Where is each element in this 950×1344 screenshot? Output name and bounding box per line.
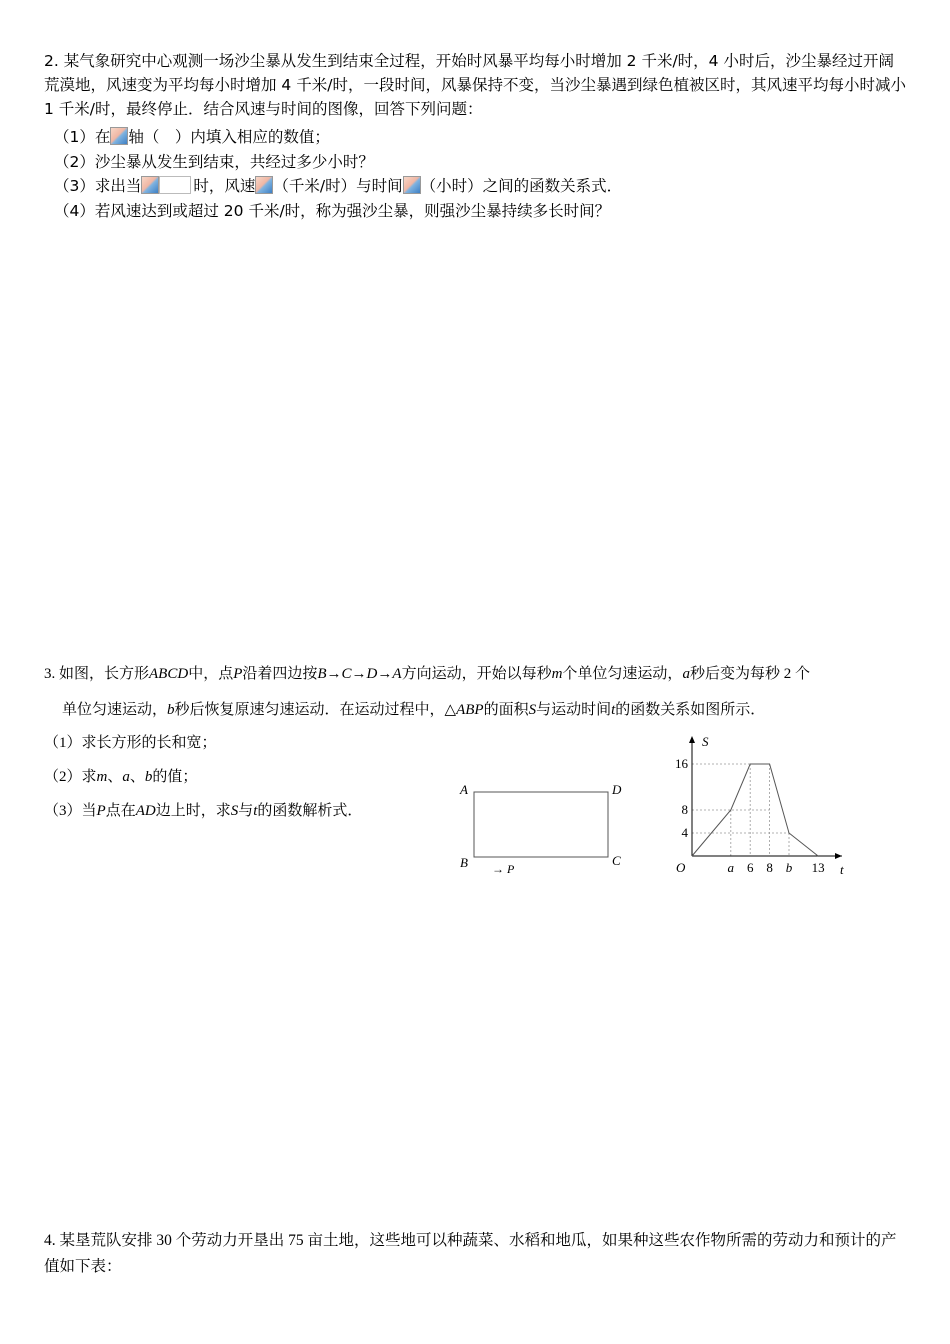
vertex-c-label: C	[612, 853, 621, 868]
s-t-graph	[662, 730, 862, 882]
sub3-text: 点在	[105, 803, 136, 819]
math-s: S	[230, 803, 239, 819]
vertex-a-label: A	[460, 782, 468, 797]
stem-text: 秒后变为每秒 2 个	[689, 666, 810, 682]
math-m: m	[551, 666, 563, 682]
question-number: 4.	[44, 1232, 56, 1249]
stem-text: 的函数关系如图所示．	[615, 702, 766, 718]
sub3-text-b: 时，风速	[193, 177, 256, 195]
question-3-stem	[44, 656, 914, 728]
sub2-text: （2）沙尘暴从发生到结束，共经过多少小时？	[54, 153, 374, 171]
stem-text: 单位匀速运动，	[62, 702, 168, 718]
question-number: 3.	[44, 666, 56, 682]
y-tick-label: 8	[681, 802, 688, 817]
q3-sub3	[44, 799, 362, 820]
stem-text: 的面积	[483, 702, 529, 718]
q2-sub2	[54, 150, 374, 174]
sub3-text: 边上时，求	[155, 803, 231, 819]
sub2-text: 的值；	[152, 769, 198, 785]
question-text: 某气象研究中心观测一场沙尘暴从发生到结束全过程，开始时风暴平均每小时增加 2 千米/时，4 小时后，沙尘暴经过开阔荒漠地，风速变为平均每小时增加 4 千米/时，一段时间，风暴保持不变，当沙尘暴遇到绿色植被区时，其风速平均每小时减小 1 千米/时，最终停止．结合风速与时间的图像，回答下列问题：	[44, 52, 906, 118]
rectangle-abcd	[474, 792, 608, 857]
q3-sub2	[44, 765, 197, 786]
math-m: m	[96, 769, 108, 785]
vertex-b-label: B	[460, 855, 468, 870]
stem-text: 沿着四边按	[242, 666, 318, 682]
stem-text: 中，点	[188, 666, 234, 682]
sub2-text: 、	[107, 769, 123, 785]
sub1-text: （1）求长方形的长和宽；	[44, 735, 217, 751]
math-ad: AD	[135, 803, 156, 819]
q2-sub1	[54, 125, 330, 149]
math-s: S	[528, 702, 537, 718]
sub4-text: （4）若风速达到或超过 20 千米/时，称为强沙尘暴，则强沙尘暴持续多长时间？	[54, 202, 611, 220]
math-abp: ABP	[456, 702, 484, 718]
sub1-text-a: （1）在	[54, 128, 111, 146]
sub1-text-b: 轴（ ）内填入相应的数值；	[128, 128, 330, 146]
x-axis-label: t	[840, 862, 844, 877]
math-p: P	[96, 803, 106, 819]
math-t: t	[611, 702, 616, 718]
math-p: P	[233, 666, 243, 682]
blank-placeholder	[159, 176, 191, 194]
y-axis-label: S	[702, 734, 709, 749]
stem-text: 秒后恢复原速匀速运动．在运动过程中，△	[174, 702, 457, 718]
y-tick-label: 4	[681, 825, 688, 840]
question-2-stem	[44, 49, 909, 121]
y-axis-arrow-icon	[689, 736, 695, 743]
math-b: b	[144, 769, 153, 785]
math-b: b	[167, 702, 175, 718]
vertex-d-label: D	[612, 782, 622, 797]
sub2-text: （2）求	[44, 769, 97, 785]
broken-image-icon	[255, 176, 273, 194]
s-t-function-line	[692, 764, 818, 856]
question-4-stem	[44, 1228, 910, 1280]
sub3-text-d: （小时）之间的函数关系式．	[420, 177, 623, 195]
math-a: a	[682, 666, 690, 682]
q2-sub3	[54, 174, 622, 198]
q3-line-2	[44, 692, 914, 728]
x-tick-label: b	[785, 860, 793, 875]
rectangle-diagram	[450, 775, 640, 880]
sub3-text: （3）当	[44, 803, 97, 819]
sub3-text-c: （千米/时）与时间	[273, 177, 403, 195]
broken-image-icon	[110, 127, 128, 145]
x-tick-label: 6	[746, 860, 754, 875]
broken-image-icon	[141, 176, 159, 194]
stem-text: 与运动时间	[536, 702, 612, 718]
point-p-arrow-label: → P	[492, 862, 515, 876]
math-a: a	[122, 769, 130, 785]
stem-text: 个单位匀速运动，	[562, 666, 683, 682]
stem-text: 如图，长方形	[59, 666, 150, 682]
sub2-text: 、	[129, 769, 145, 785]
sub3-text: 的函数解析式．	[257, 803, 363, 819]
q3-sub1	[44, 731, 217, 752]
sub3-text: 与	[238, 803, 254, 819]
question-text: 某垦荒队安排 30 个劳动力开垦出 75 亩土地，这些地可以种蔬菜、水稻和地瓜，如果种这些农作物所需的劳动力和预计的产值如下表：	[44, 1232, 897, 1275]
x-tick-label: 8	[766, 860, 773, 875]
math-abcd: ABCD	[149, 666, 189, 682]
stem-text: 方向运动，开始以每秒	[401, 666, 552, 682]
sub3-text-a: （3）求出当	[54, 177, 142, 195]
y-tick-label: 16	[675, 756, 688, 771]
q2-sub4	[54, 199, 610, 223]
x-tick-label: a	[727, 860, 735, 875]
q3-line-1	[44, 656, 914, 692]
origin-label: O	[676, 860, 686, 875]
x-axis-arrow-icon	[835, 853, 842, 859]
broken-image-icon	[403, 176, 421, 194]
math-path: B→C→D→A	[317, 666, 402, 682]
question-number: 2.	[44, 52, 59, 70]
x-tick-label: 13	[811, 860, 825, 875]
math-t: t	[253, 803, 258, 819]
